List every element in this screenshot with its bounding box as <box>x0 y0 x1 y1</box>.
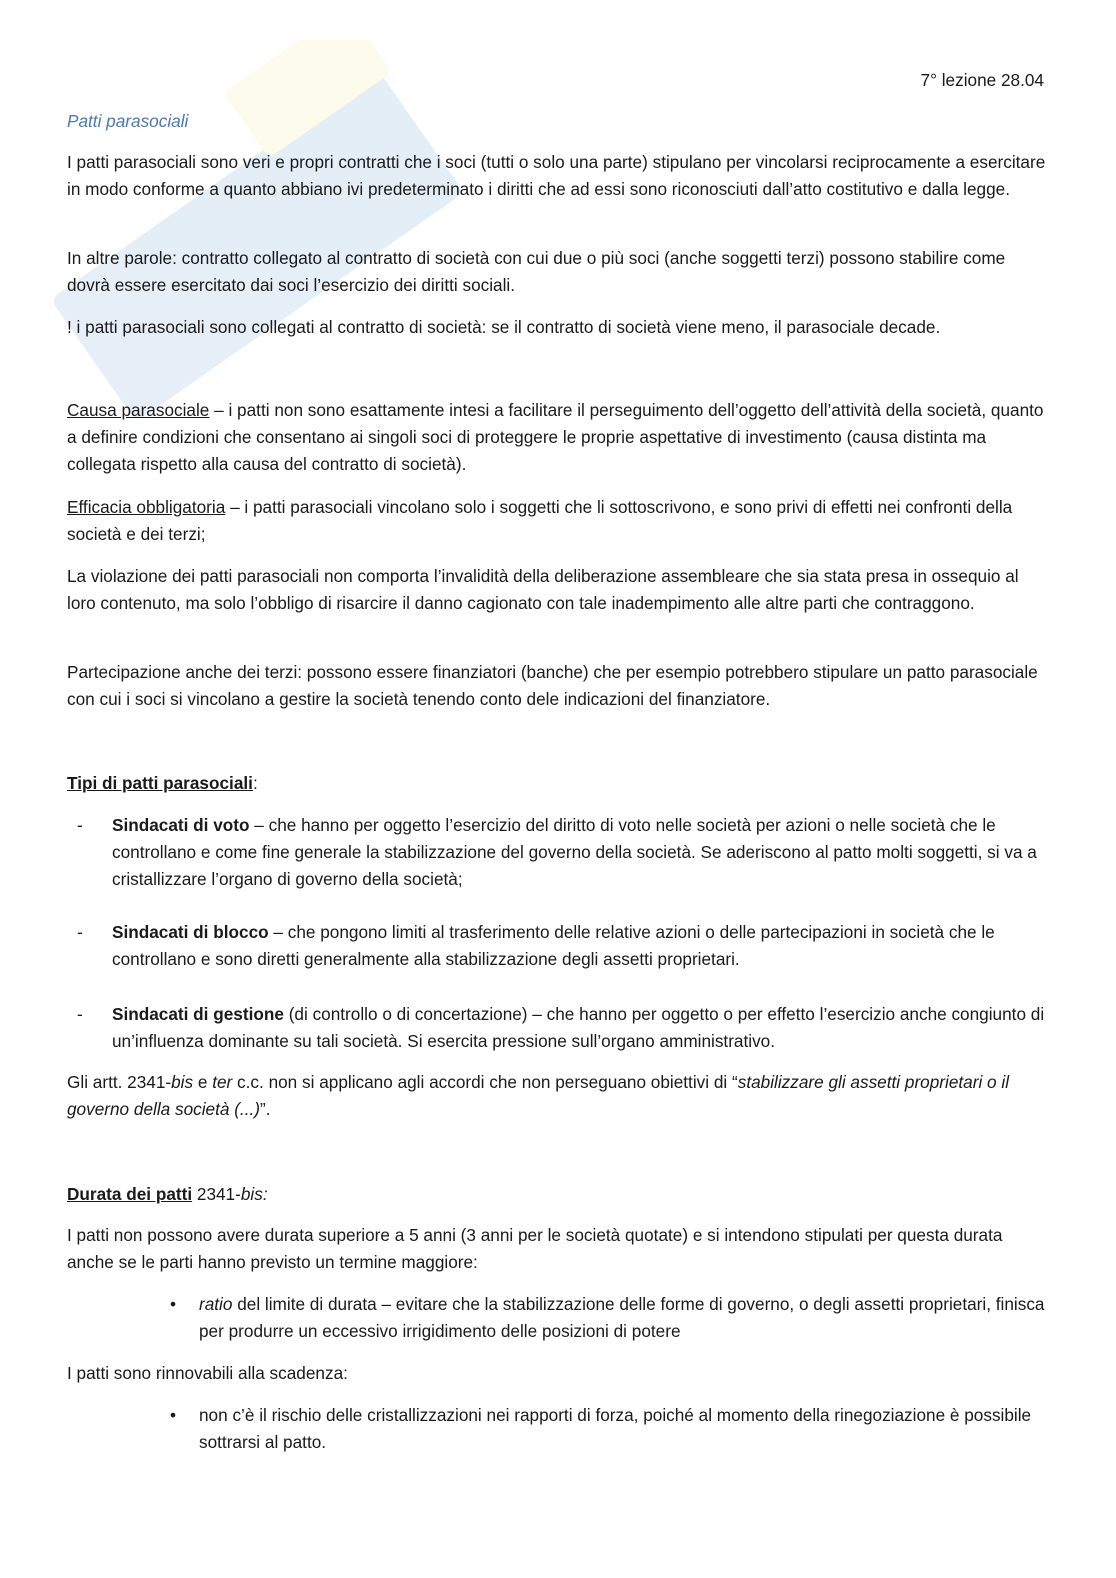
page-title: Patti parasociali <box>67 111 189 131</box>
durata-heading <box>67 1181 1052 1208</box>
dash-marker: - <box>77 1004 83 1024</box>
paragraph-causa <box>67 397 1052 478</box>
artt-e: e <box>193 1072 213 1092</box>
efficacia-text: – i patti parasociali vincolano solo i soggetti che li sottoscrivono, e sono privi di effetti nei confronti della società e dei terzi; <box>67 497 1013 544</box>
dash-marker: - <box>77 815 83 835</box>
artt-end: ”. <box>259 1099 271 1119</box>
paragraph-partecipazione: Partecipazione anche dei terzi: possono essere finanziatori (banche) che per esempio potrebbero stipulare un patto parasociale con cui i soci si vincolano a gestire la società tenendo conto dele indicazioni del finanziatore. <box>67 662 1038 709</box>
lesson-header: 7° lezione 28.04 <box>920 70 1044 90</box>
dash-marker: - <box>77 922 83 942</box>
artt-bis: bis <box>171 1072 194 1092</box>
tipi-heading <box>67 770 1052 797</box>
causa-label: Causa parasociale <box>67 400 210 420</box>
artt-text: Gli artt. 2341- <box>67 1072 172 1092</box>
paragraph-efficacia <box>67 494 1052 548</box>
bullet-text: del limite di durata – evitare che la stabilizzazione delle forme di governo, o degli assetti proprietari, finisca per produrre un eccessivo irrigidimento delle posizioni di potere <box>199 1294 1045 1341</box>
bullet-text: non c’è il rischio delle cristallizzazioni nei rapporti di forza, poiché al momento della rinegoziazione è possibile sottrarsi al patto. <box>199 1405 1032 1452</box>
item-bold: Sindacati di blocco <box>112 922 269 942</box>
paragraph-rinnovabili: I patti sono rinnovabili alla scadenza: <box>67 1363 348 1383</box>
item-bold: Sindacati di gestione <box>112 1004 284 1024</box>
paragraph-durata: I patti non possono avere durata superiore a 5 anni (3 anni per le società quotate) e si intendono stipulati per questa durata anche se le parti hanno previsto un termine maggiore: <box>67 1225 1003 1272</box>
watermark-yellow-block <box>223 40 392 158</box>
paragraph-note: ! i patti parasociali sono collegati al contratto di società: se il contratto di società viene meno, il parasociale decade. <box>67 317 941 337</box>
efficacia-label: Efficacia obbligatoria <box>67 497 226 517</box>
tipi-heading-label: Tipi di patti parasociali <box>67 773 253 793</box>
durata-heading-num: 2341- <box>192 1184 241 1204</box>
item-text: – che hanno per oggetto l’esercizio del diritto di voto nelle società per azioni o nelle società che le controllano e come fine generale la stabilizzazione del governo della società. Se aderiscono al patto molti soggetti, si va a cristallizzare l’organo di governo della società; <box>112 815 1037 889</box>
bullet-marker: • <box>170 1294 177 1314</box>
item-bold: Sindacati di voto <box>112 815 250 835</box>
bullet-marker: • <box>170 1405 177 1425</box>
causa-text: – i patti non sono esattamente intesi a facilitare il perseguimento dell’oggetto dell’attività della società, quanto a definire condizioni che consentano ai singoli soci di proteggere le proprie aspettative di investimento (causa distinta ma collegata rispetto alla causa del contratto di società). <box>67 400 1044 474</box>
durata-heading-bis: bis: <box>240 1184 268 1204</box>
durata-heading-label: Durata dei patti <box>67 1184 193 1204</box>
tipi-heading-colon: : <box>252 773 258 793</box>
artt-text-b: c.c. non si applicano agli accordi che non perseguano obiettivi di “ <box>232 1072 738 1092</box>
artt-ter: ter <box>212 1072 233 1092</box>
paragraph-definition: I patti parasociali sono veri e propri contratti che i soci (tutti o solo una parte) stipulano per vincolarsi reciprocamente a esercitare in modo conforme a quanto abbiano ivi predeterminato i diritti che ad essi sono riconosciuti dall’atto costitutivo e dalla legge. <box>67 152 1046 199</box>
item-text: (di controllo o di concertazione) – che hanno per oggetto o per effetto l’esercizio anche congiunto di un’influenza dominante su tali società. Si esercita pressione sull’organo amministrativo. <box>112 1004 1045 1051</box>
artt-quote: stabilizzare gli assetti proprietari o il governo della società (...) <box>67 1072 1010 1119</box>
item-text: – che pongono limiti al trasferimento delle relative azioni o delle partecipazioni in società che le controllano e sono diretti generalmente alla stabilizzazione degli assetti proprietari. <box>112 922 995 969</box>
bullet-italic: ratio <box>199 1294 233 1314</box>
paragraph-violazione: La violazione dei patti parasociali non comporta l’invalidità della deliberazione assembleare che sia stata presa in ossequio al loro contenuto, ma solo l’obbligo di risarcire il danno cagionato con tale inadempimento alle altre parti che contraggono. <box>67 566 1019 613</box>
paragraph-in-altre-parole: In altre parole: contratto collegato al contratto di società con cui due o più soci (anche soggetti terzi) possono stabilire come dovrà essere esercitato dai soci l’esercizio dei diritti sociali. <box>67 248 1006 295</box>
paragraph-artt <box>67 1069 1052 1123</box>
